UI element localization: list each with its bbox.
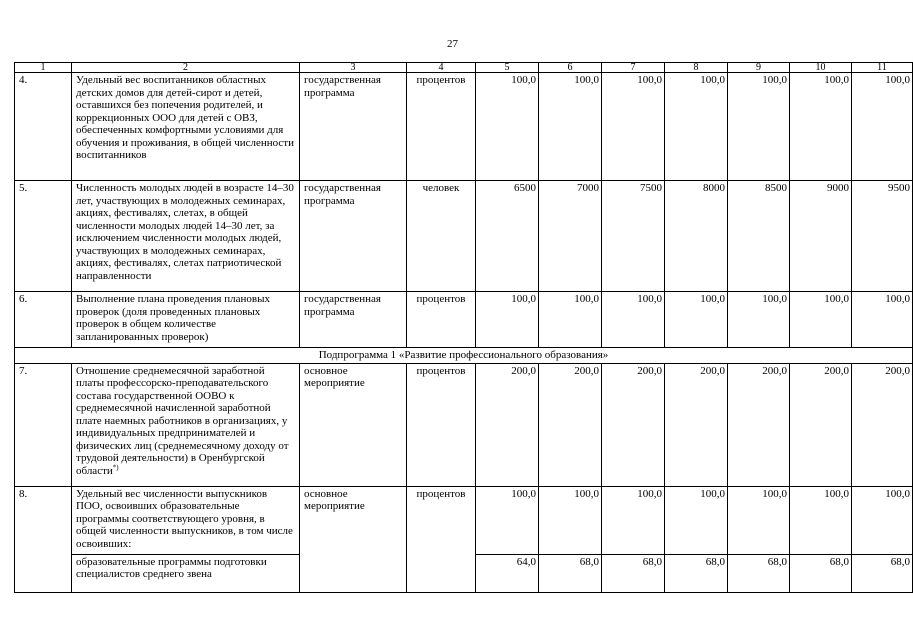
col-header: 10	[790, 63, 852, 73]
value-cell: 200,0	[665, 363, 728, 486]
table-row	[15, 486, 913, 554]
subprogram-row	[15, 348, 913, 364]
value-cell: 100,0	[728, 73, 790, 181]
table-row	[15, 181, 913, 292]
value-cell: 68,0	[728, 554, 790, 592]
value-cell: 100,0	[602, 73, 665, 181]
indicator-unit: процентов	[407, 486, 476, 592]
col-header: 5	[476, 63, 539, 73]
value-cell: 100,0	[665, 486, 728, 554]
indicator-name: Численность молодых людей в возрасте 14–30 лет, участвующих в молодежных семинарах, акциях, фестивалях, слетах, в общей численности молодых людей 14–30 лет, за исключением численности молодых людей, участвующих в молодежных семинарах, акциях, фестивалях, слетах патриотической направленности	[72, 181, 300, 292]
row-number: 4.	[15, 73, 72, 181]
indicator-unit: процентов	[407, 73, 476, 181]
value-cell: 100,0	[539, 292, 602, 348]
col-header: 4	[407, 63, 476, 73]
row-number: 7.	[15, 363, 72, 486]
value-cell: 8500	[728, 181, 790, 292]
value-cell: 64,0	[476, 554, 539, 592]
value-cell: 100,0	[665, 292, 728, 348]
value-cell: 8000	[665, 181, 728, 292]
col-header: 9	[728, 63, 790, 73]
value-cell: 200,0	[790, 363, 852, 486]
indicator-name-text: Отношение среднемесячной заработной платы профессорско-преподавательского состава государственной ООВО к среднемесячной начисленной заработной плате наемных работников в организациях, у индивидуальных предпринимателей и физических лиц (среднемесячному доходу от трудовой деятельности) в Оренбургской области	[76, 364, 289, 477]
table-row	[15, 363, 913, 486]
value-cell: 68,0	[665, 554, 728, 592]
col-header: 7	[602, 63, 665, 73]
indicator-subname: образовательные программы подготовки специалистов среднего звена	[72, 554, 300, 592]
value-cell: 100,0	[852, 73, 913, 181]
value-cell: 100,0	[539, 73, 602, 181]
value-cell: 100,0	[790, 292, 852, 348]
value-cell: 68,0	[790, 554, 852, 592]
footnote-mark: *)	[112, 462, 119, 471]
indicator-unit: процентов	[407, 363, 476, 486]
value-cell: 100,0	[476, 292, 539, 348]
table-row	[15, 73, 913, 181]
row-number: 6.	[15, 292, 72, 348]
col-header: 3	[300, 63, 407, 73]
value-cell: 100,0	[602, 486, 665, 554]
value-cell: 7000	[539, 181, 602, 292]
value-cell: 7500	[602, 181, 665, 292]
indicator-type: государственная программа	[300, 292, 407, 348]
col-header: 2	[72, 63, 300, 73]
indicator-type: основное мероприятие	[300, 363, 407, 486]
subprogram-title: Подпрограмма 1 «Развитие профессионального образования»	[15, 348, 913, 364]
col-header: 6	[539, 63, 602, 73]
value-cell: 100,0	[790, 486, 852, 554]
value-cell: 200,0	[539, 363, 602, 486]
value-cell: 100,0	[852, 486, 913, 554]
row-number: 5.	[15, 181, 72, 292]
col-header: 1	[15, 63, 72, 73]
indicator-type: государственная программа	[300, 73, 407, 181]
col-header: 8	[665, 63, 728, 73]
value-cell: 200,0	[602, 363, 665, 486]
value-cell: 100,0	[476, 73, 539, 181]
value-cell: 100,0	[476, 486, 539, 554]
page-number: 27	[447, 38, 458, 50]
row-number: 8.	[15, 486, 72, 592]
indicator-unit: процентов	[407, 292, 476, 348]
indicator-type: государственная программа	[300, 181, 407, 292]
value-cell: 68,0	[539, 554, 602, 592]
indicator-name	[72, 363, 300, 486]
indicator-name: Выполнение плана проведения плановых проверок (доля проведенных плановых проверок в общем количестве запланированных проверок)	[72, 292, 300, 348]
indicators-table	[14, 62, 913, 593]
indicator-name: Удельный вес численности выпускников ПОО, освоивших образовательные программы соответствующего уровня, в общей численности выпускников, в том числе освоивших:	[72, 486, 300, 554]
value-cell: 100,0	[728, 292, 790, 348]
indicator-type: основное мероприятие	[300, 486, 407, 592]
value-cell: 100,0	[852, 292, 913, 348]
value-cell: 200,0	[728, 363, 790, 486]
value-cell: 9000	[790, 181, 852, 292]
value-cell: 100,0	[665, 73, 728, 181]
column-numbers-row	[15, 63, 913, 73]
table-row	[15, 292, 913, 348]
value-cell: 100,0	[539, 486, 602, 554]
value-cell: 100,0	[602, 292, 665, 348]
value-cell: 100,0	[728, 486, 790, 554]
value-cell: 200,0	[476, 363, 539, 486]
indicator-name: Удельный вес воспитанников областных детских домов для детей-сирот и детей, оставшихся без попечения родителей, и коррекционных ООО для детей с ОВЗ, обеспеченных комфортными условиями для обучения и проживания, в общей численности воспитанников	[72, 73, 300, 181]
value-cell: 68,0	[602, 554, 665, 592]
value-cell: 9500	[852, 181, 913, 292]
col-header: 11	[852, 63, 913, 73]
value-cell: 100,0	[790, 73, 852, 181]
indicator-unit: человек	[407, 181, 476, 292]
value-cell: 200,0	[852, 363, 913, 486]
value-cell: 6500	[476, 181, 539, 292]
value-cell: 68,0	[852, 554, 913, 592]
